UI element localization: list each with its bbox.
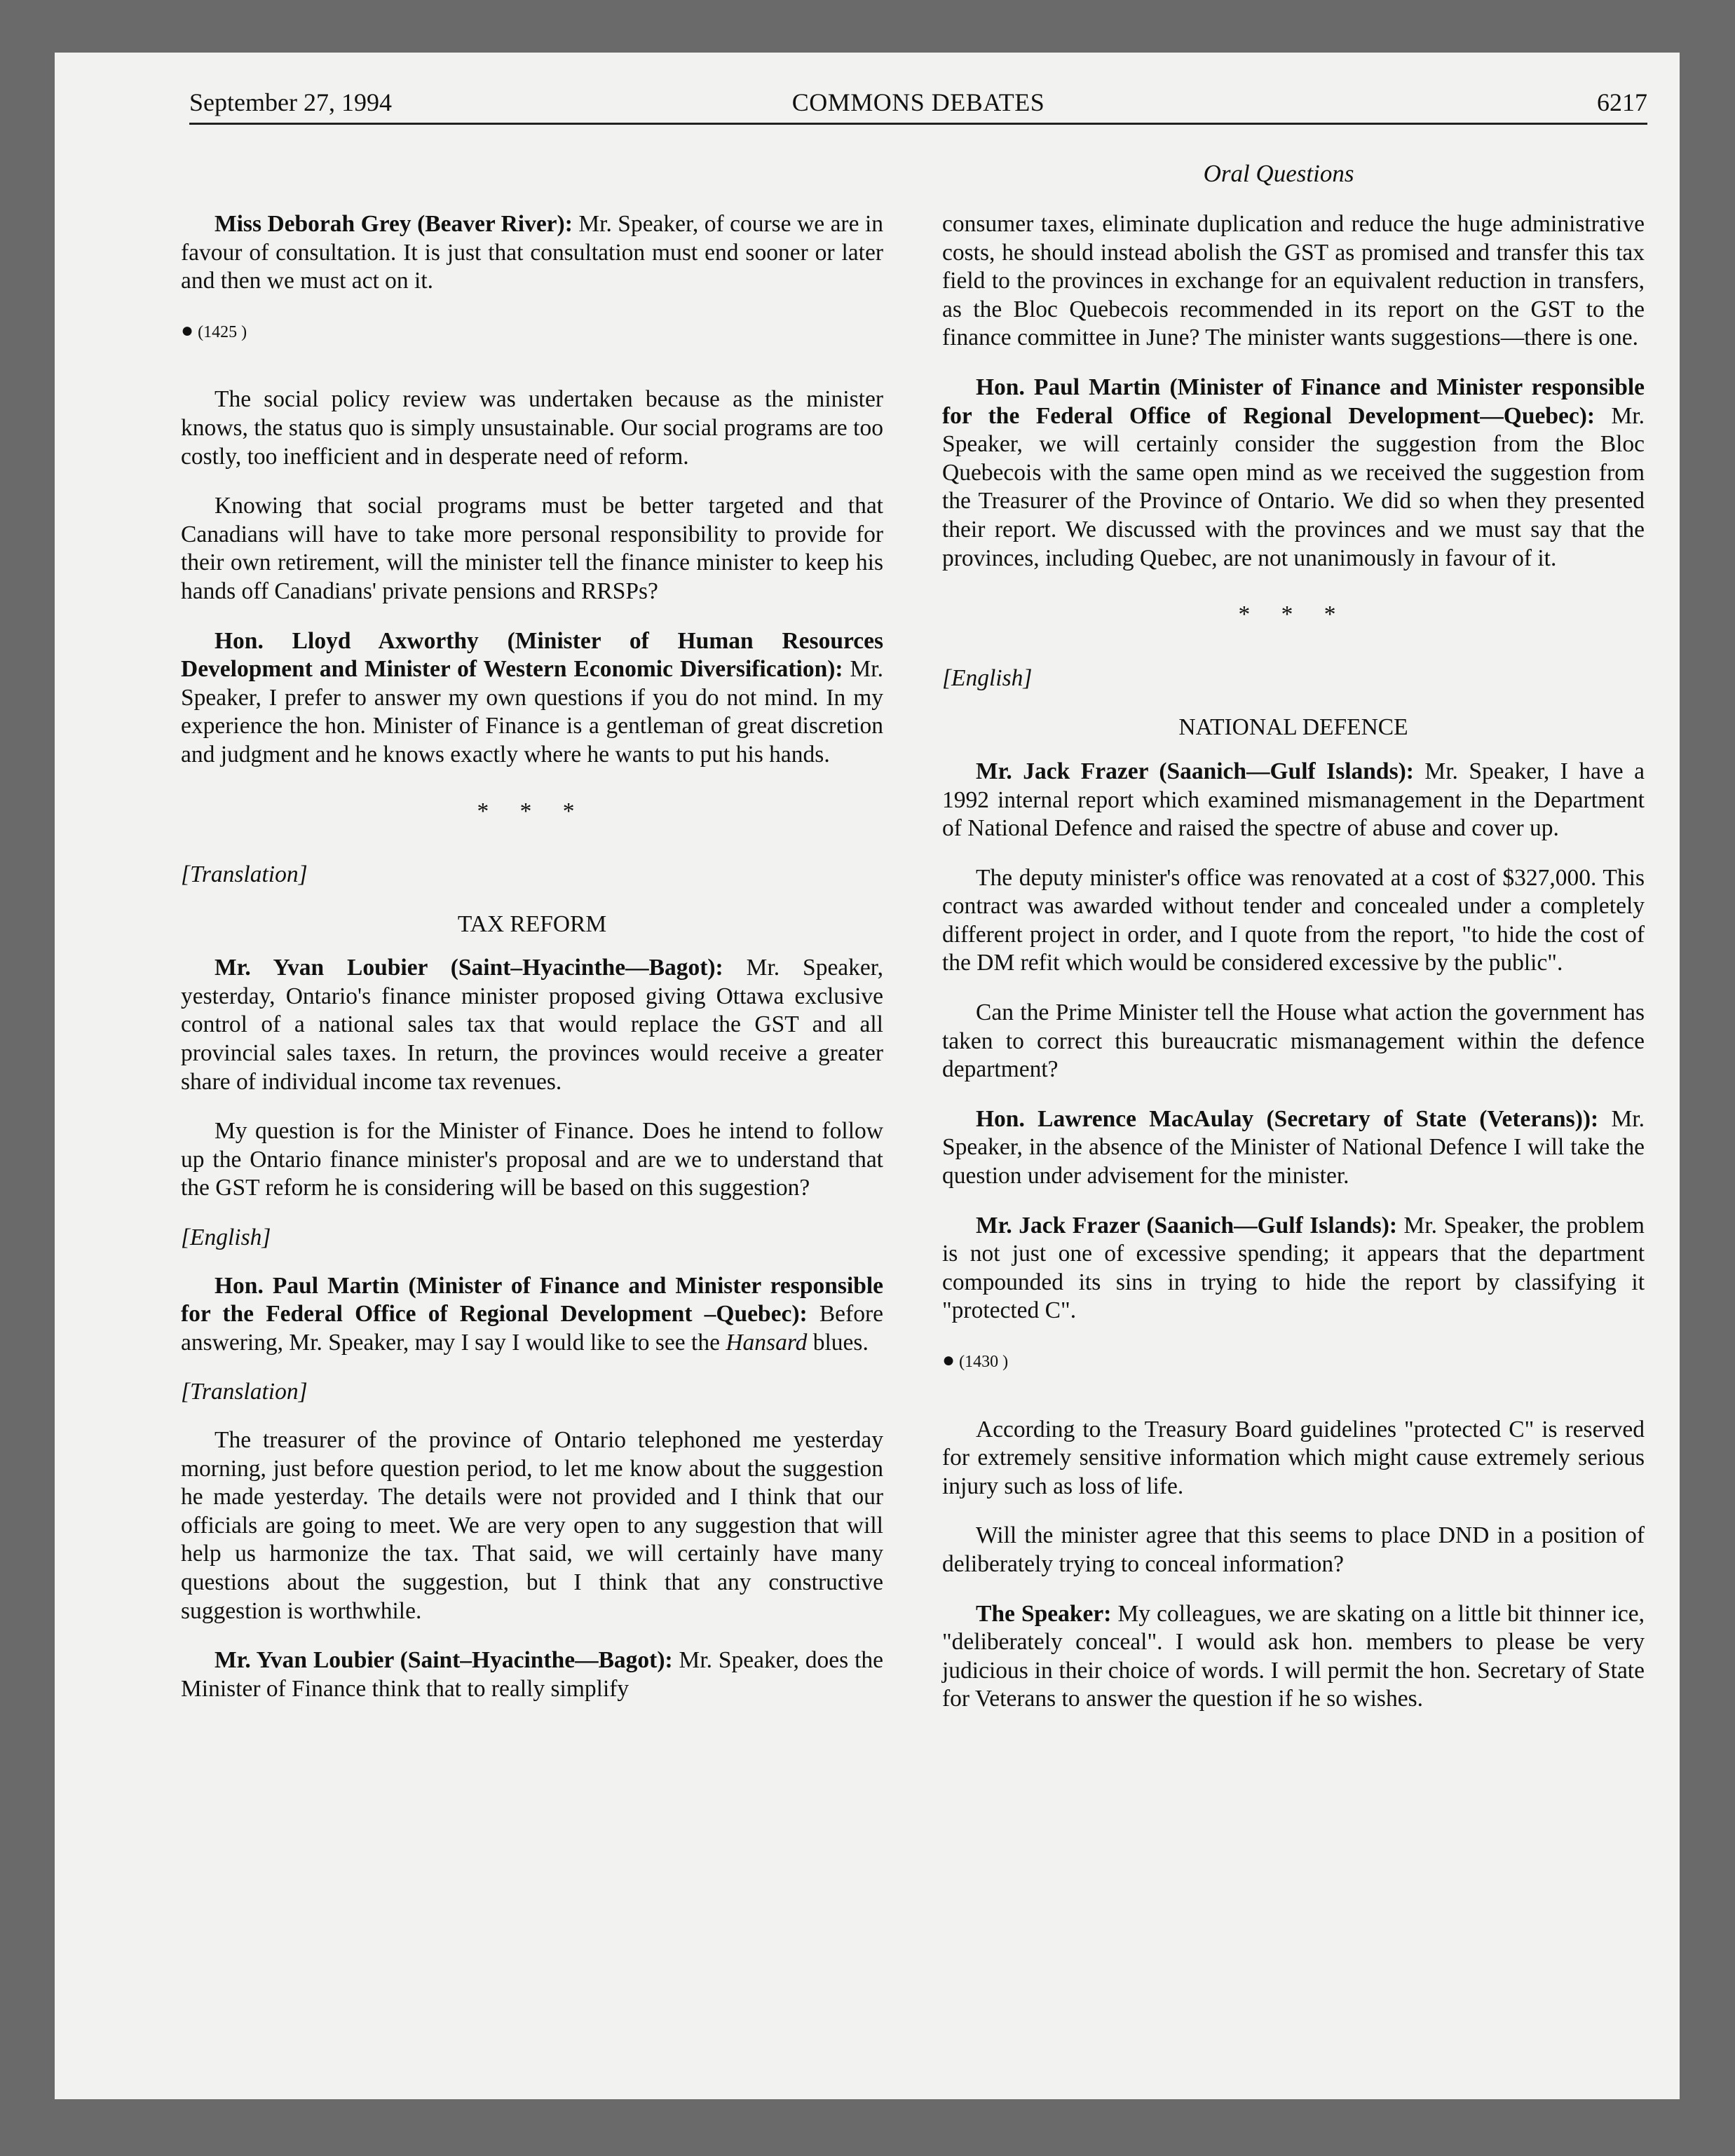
bullet-icon: ● — [181, 318, 194, 342]
paragraph-text: Mr. Speaker, of course we are in favour of consultation. It is just that consultation must end sooner or later and then we must act on it. — [181, 211, 884, 294]
paragraph-text: My colleagues, we are skating on a little bit thinner ice, "deliberately conceal". I would ask hon. members to please be very judicious in their choice of words. I will permit the hon. Secretary of State for Veterans to answer the question if he so wishes. — [942, 1600, 1645, 1712]
paragraph — [942, 374, 1645, 573]
header-title: COMMONS DEBATES — [791, 88, 1045, 116]
speaker-name: The Speaker: — [976, 1600, 1112, 1627]
time-marker — [942, 1346, 1645, 1377]
speaker-name: Hon. Lloyd Axworthy (Minister of Human Resources Development and Minister of Western Economic Diversification): — [181, 627, 883, 683]
language-note: [English] — [181, 1224, 271, 1251]
paragraph — [942, 758, 1645, 843]
speaker-name: Hon. Paul Martin (Minister of Finance and Minister responsible for the Federal Office of Regional Development—Quebec): — [942, 374, 1645, 429]
paragraph-text: Mr. Speaker, in the absence of the Minister of National Defence I will take the question under advisement for the minister. — [942, 1105, 1645, 1189]
paragraph-text: Mr. Speaker, I prefer to answer my own questions if you do not mind. In my experience the hon. Minister of Finance is a gentleman of great discretion and judgment and he knows exactly where he wants to put his hands. — [181, 656, 883, 767]
paragraph — [942, 1600, 1645, 1714]
header-date: September 27, 1994 — [189, 88, 392, 116]
page-number: 6217 — [1597, 88, 1647, 116]
language-note: [Translation] — [181, 1379, 308, 1405]
paragraph — [942, 1105, 1645, 1191]
paragraph: Can the Prime Minister tell the House what action the government has taken to correct this bureaucratic mismanagement within the defence department? — [942, 999, 1645, 1083]
paragraph-text: Mr. Speaker, I have a 1992 internal report which examined mismanagement in the Department of National Defence and raised the spectre of abuse and cover up. — [942, 758, 1645, 842]
section-heading: TAX REFORM — [457, 910, 607, 937]
paragraph: According to the Treasury Board guidelines "protected C" is reserved for extremely sensitive information which might cause extremely serious injury such as loss of life. — [942, 1416, 1645, 1499]
document-page — [55, 53, 1680, 2099]
speaker-name: Miss Deborah Grey (Beaver River): — [215, 211, 573, 237]
time-stamp: (1425 ) — [198, 322, 247, 341]
paragraph-text: blues. — [807, 1329, 869, 1356]
bullet-icon: ● — [942, 1349, 955, 1372]
paragraph — [181, 627, 883, 770]
paragraph-text: Mr. Speaker, does the Minister of Finance think that to really simplify — [181, 1647, 883, 1702]
section-header: Oral Questions — [1203, 160, 1354, 187]
paragraph — [181, 1272, 883, 1358]
section-separator: * * * — [1238, 601, 1349, 628]
paragraph: The deputy minister's office was renovated at a cost of $327,000. This contract was awarded without tender and concealed under a completely different project in order, and I quote from the report, "to hide the cost of the DM refit which would be considered excessive by the public". — [942, 864, 1645, 976]
paragraph: Knowing that social programs must be better targeted and that Canadians will have to take more personal responsibility to provide for their own retirement, will the minister tell the finance minister to keep his hands off Canadians' private pensions and RRSPs? — [181, 493, 883, 604]
speaker-name: Mr. Jack Frazer (Saanich—Gulf Islands): — [976, 758, 1414, 784]
paragraph-text: Mr. Speaker, yesterday, Ontario's finance minister proposed giving Ottawa exclusive control of a national sales tax that would replace the GST and all provincial sales taxes. In return, the provinces would receive a greater share of individual income tax revenues. — [181, 955, 883, 1095]
section-separator: * * * — [477, 798, 587, 824]
paragraph: The social policy review was undertaken because as the minister knows, the status quo is simply unsustainable. Our social programs are too costly, too inefficient and in desperate need of reform. — [181, 386, 883, 470]
paragraph — [181, 1646, 883, 1703]
paragraph-text: Before answering, Mr. Speaker, may I say I would like to see the — [181, 1301, 883, 1356]
speaker-name: Mr. Jack Frazer (Saanich—Gulf Islands): — [976, 1212, 1398, 1239]
time-stamp: (1430 ) — [959, 1353, 1009, 1371]
time-marker — [181, 317, 883, 347]
paragraph-text: Mr. Speaker, the problem is not just one of excessive spending; it appears that the department compounded its sins in trying to hide the report by classifying it "protected C". — [942, 1212, 1645, 1324]
paragraph: The treasurer of the province of Ontario telephoned me yesterday morning, just before question period, to let me know about the suggestion he made yesterday. The details were not provided and I think that our officials are going to meet. We are very open to any suggestion that will help us harmonize the tax. That said, we will certainly have many questions about the suggestion, but I think that any constructive suggestion is worthwhile. — [181, 1427, 883, 1624]
section-heading: NATIONAL DEFENCE — [1178, 714, 1408, 741]
paragraph — [181, 954, 883, 1096]
header-rule — [189, 123, 1647, 125]
paragraph-text: Mr. Speaker, we will certainly consider the suggestion from the Bloc Quebecois with the same open mind as we received the suggestion from the Treasurer of the Province of Ontario. We did so when they presented their report. We discussed with the provinces and we must say that the provinces, including Quebec, are not unanimously in favour of it. — [942, 402, 1645, 571]
paragraph: consumer taxes, eliminate duplication and reduce the huge administrative costs, he should instead abolish the GST as promised and transfer this tax field to the provinces in exchange for an equivalent reduction in transfers, as the Bloc Quebecois recommended in its report on the GST to the finance committee in June? The minister wants suggestions—there is one. — [942, 211, 1645, 351]
left-column — [181, 210, 883, 1724]
italic-text: Hansard — [726, 1329, 808, 1356]
speaker-name: Mr. Yvan Loubier (Saint–Hyacinthe—Bagot): — [215, 955, 723, 981]
paragraph: My question is for the Minister of Finance. Does he intend to follow up the Ontario finance minister's proposal and are we to understand that the GST reform he is considering will be based on this suggestion? — [181, 1118, 883, 1201]
right-column — [942, 210, 1645, 1735]
speaker-name: Hon. Lawrence MacAulay (Secretary of State (Veterans)): — [976, 1105, 1599, 1132]
paragraph — [181, 210, 883, 296]
language-note: [English] — [942, 664, 1033, 691]
paragraph: Will the minister agree that this seems to place DND in a position of deliberately trying to conceal information? — [942, 1522, 1645, 1577]
language-note: [Translation] — [181, 861, 308, 888]
speaker-name: Mr. Yvan Loubier (Saint–Hyacinthe—Bagot): — [215, 1647, 673, 1674]
speaker-name: Hon. Paul Martin (Minister of Finance and Minister responsible for the Federal Office of Regional Development –Quebec): — [181, 1272, 883, 1328]
paragraph — [942, 1212, 1645, 1325]
